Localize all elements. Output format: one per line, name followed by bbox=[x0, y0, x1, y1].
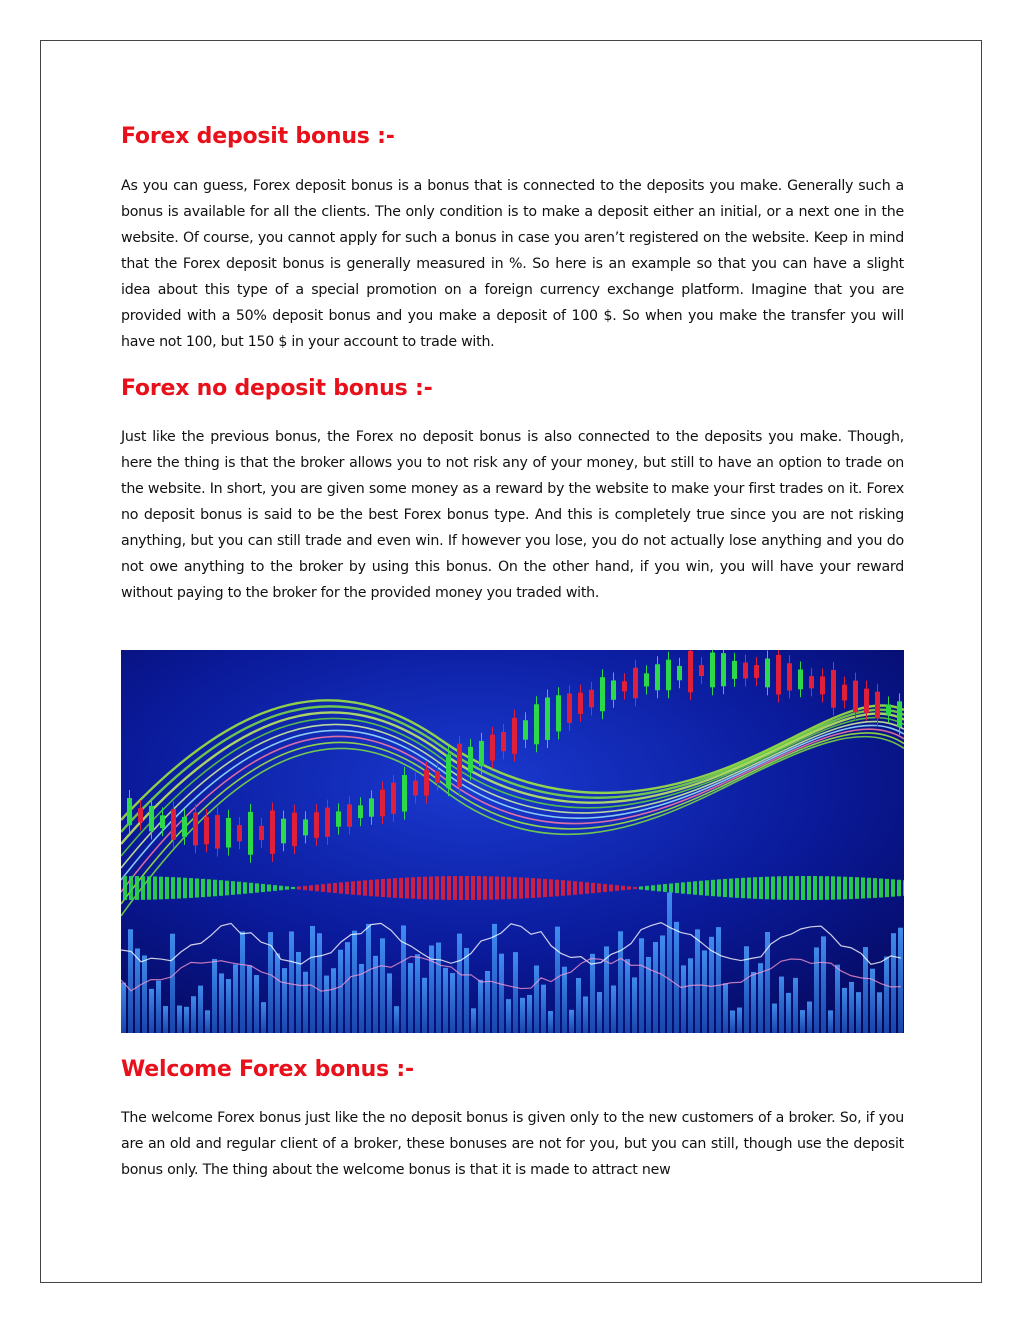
paragraph-welcome-forex-bonus: The welcome Forex bonus just like the no deposit bonus is given only to the new customers of a broker. So, if you are an old and regular client of a broker, these bonuses are not for you, but you can still, though use the deposit bonus only. The thing about the welcome bonus is that it is made to attract new bbox=[121, 1110, 904, 1178]
paragraph-forex-no-deposit-bonus: Just like the previous bonus, the Forex no deposit bonus is also connected to the deposits you make. Though, here the thing is that the broker allows you to not risk any of your money, but still to have an option to trade on the website. In short, you are given some money as a reward by the website to make your first trades on it. Forex no deposit bonus is said to be the best Forex bonus type. And this is completely true since you are not risking anything, but you can still trade and even win. If however you lose, you do not actually lose anything and you do not owe anything to the broker by using this bonus. On the other hand, if you win, you will have your reward without paying to the broker for the provided money you traded with. bbox=[121, 429, 904, 601]
paragraph-forex-deposit-bonus: As you can guess, Forex deposit bonus is a bonus that is connected to the deposits you make. Generally such a bonus is available for all the clients. The only condition is to make a deposit either an initial, or a next one in the website. Of course, you cannot apply for such a bonus in case you aren’t registered on the website. Keep in mind that the Forex deposit bonus is generally measured in %. So here is an example so that you can have a slight idea about this type of a special promotion on a foreign currency exchange platform. Imagine that you are provided with a 50% deposit bonus and you make a deposit of 100 $. So when you make the transfer you will have not 100, but 150 $ in your account to trade with. bbox=[121, 178, 904, 350]
heading-welcome-forex-bonus: Welcome Forex bonus :- bbox=[121, 1057, 414, 1082]
heading-forex-no-deposit-bonus: Forex no deposit bonus :- bbox=[121, 376, 433, 401]
forex-chart-image bbox=[121, 650, 904, 1033]
heading-forex-deposit-bonus: Forex deposit bonus :- bbox=[121, 124, 395, 149]
